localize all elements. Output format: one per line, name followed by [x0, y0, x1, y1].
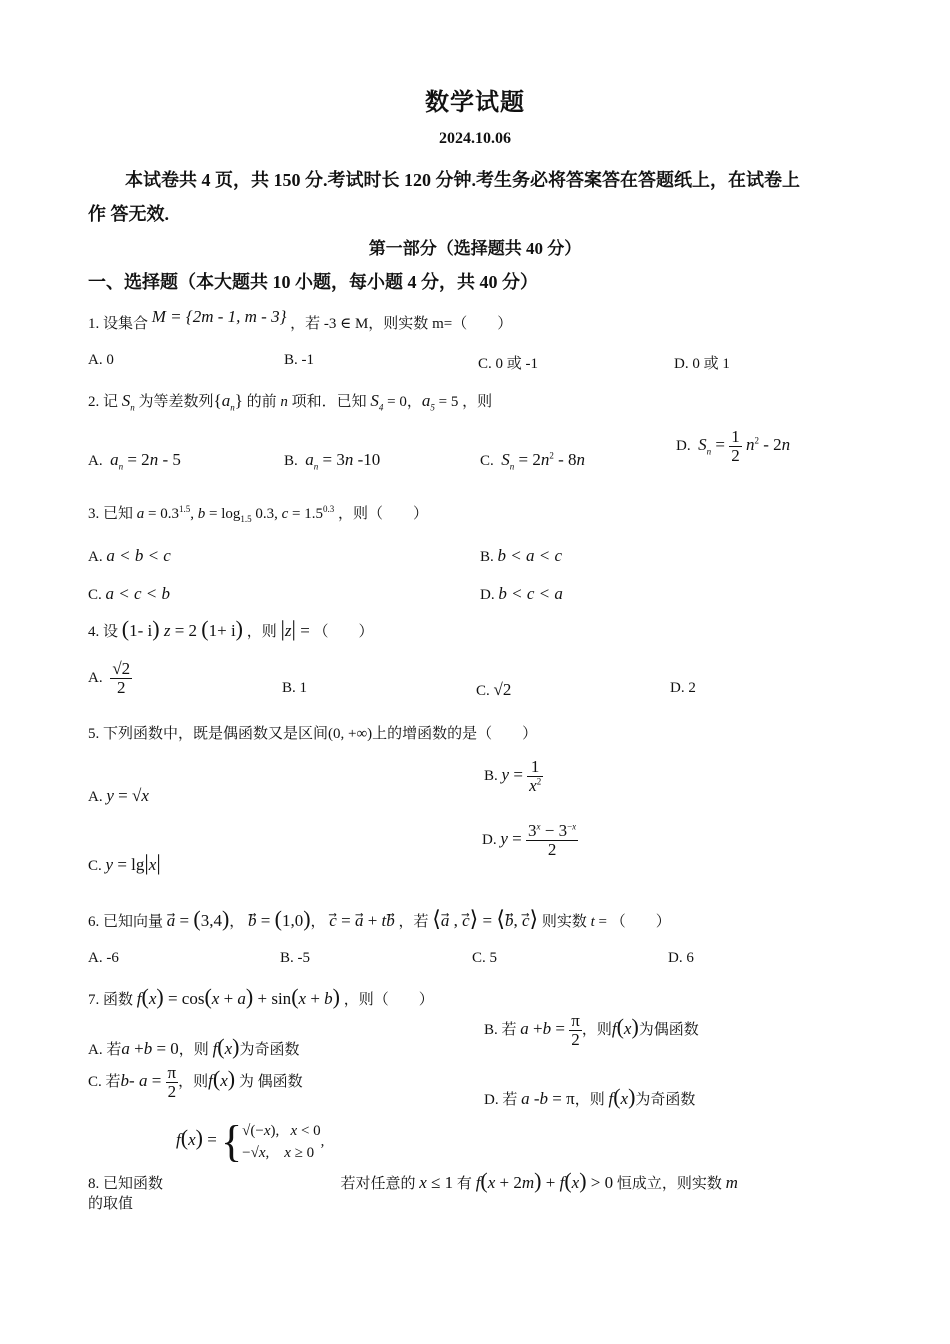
- q2-option-c: C. $S_n = 2n^2 - 8n$: [480, 450, 586, 472]
- q1-option-d: D. 0 或 1: [674, 356, 730, 372]
- q6-option-c: C. 5: [472, 950, 498, 966]
- q7-option-b: B. 若 a +b = $\frac{\pi}{2}$ ，则f(x)为偶函数: [484, 1011, 699, 1049]
- intro-line-2: 作 答无效.: [88, 204, 169, 224]
- q1-option-b: B. -1: [284, 352, 314, 368]
- q5-option-d: D. y = $\frac{3^x - 3^{-x}}{2}$: [482, 821, 577, 859]
- q7-option-a: A. 若a +b = 0，则 f(x)为奇函数: [88, 1034, 300, 1059]
- question-8: 8. 已知函数 若对任意的 x ≤ 1 有 f(x + 2m) + f(x) > 0 恒成立，则实数 m: [88, 1168, 738, 1193]
- q3-option-c: C. a < c < b: [88, 584, 171, 603]
- q3-option-d: D. b < c < a: [480, 584, 563, 603]
- q1-tail: m=（ ）: [432, 316, 513, 332]
- q4-option-b: B. 1: [282, 680, 308, 696]
- exam-date: 2024.10.06: [439, 130, 511, 147]
- q5-option-b: B. y = $\frac{1}{x^2}$: [484, 757, 542, 795]
- q6-option-a: A. -6: [88, 950, 119, 966]
- question-4: 4. 设 (1- i) z = 2 (1+ i) ，则 |z| = （ ）: [88, 616, 374, 641]
- q4-option-a: A. $\frac{√2}{2}$: [88, 659, 131, 697]
- q2-sn: $S_n$: [121, 391, 135, 413]
- question-7: 7. 函数 f(x) = cos(x + a) + sin(x + b) ，则（ ）: [88, 984, 434, 1009]
- question-3: 3. 已知 $a = 0.3^{1.5}$, $b = \log_{1.5} 0.3$, $c = 1.5^{0.3}$ ，则（ ）: [88, 504, 429, 524]
- question-5: 5. 下列函数中，既是偶函数又是区间(0, +∞)上的增函数的是（ ）: [88, 726, 538, 742]
- q5-option-c: C. y = lg|x|: [88, 850, 161, 875]
- section-heading: 一、选择题（本大题共 10 小题，每小题 4 分，共 40 分）: [88, 272, 538, 292]
- q1-option-a: A. 0: [88, 352, 114, 368]
- q4-option-c: C. √2: [476, 680, 512, 699]
- q4-option-d: D. 2: [670, 680, 696, 696]
- page-title: 数学试题: [425, 90, 525, 116]
- q1-option-c: C. 0 或 -1: [478, 356, 539, 372]
- q6-option-d: D. 6: [668, 950, 694, 966]
- question-2: 2. 记 $S_n$ 为等差数列$\{a_n\}$ 的前 n 项和．已知 $S_4 = 0$，$a_5 = 5$ ，则: [88, 391, 493, 413]
- q2-option-b: B. $a_n = 3n$ -10: [284, 450, 381, 472]
- q1-cond: ，若 -3 ∈ M，则实数: [290, 316, 429, 332]
- q8-piecewise: f(x) = {√(−x), x < 0 −√x, x ≥ 0,: [176, 1117, 325, 1166]
- q6-option-b: B. -5: [280, 950, 310, 966]
- q5-option-a: A. y = √x: [88, 786, 149, 805]
- question-1: [88, 307, 513, 333]
- q2-option-a: A. $a_n = 2n - 5$: [88, 450, 181, 472]
- q3-option-a: A. a < b < c: [88, 546, 171, 565]
- q1-lead: 1. 设集合: [88, 316, 149, 332]
- q7-option-d: D. 若 a -b = π，则 f(x)为奇函数: [484, 1084, 696, 1109]
- q3-option-b: B. b < a < c: [480, 546, 563, 565]
- q2-option-d: D. $S_n$ = $\frac{1}{2}$ $n^2 - 2n$: [676, 427, 791, 465]
- intro-line-1: 本试卷共 4 页，共 150 分.考试时长 120 分钟.考生务必将答案答在答题纸上，在试卷上: [125, 170, 800, 190]
- q1-set: M = {2m - 1, m - 3}: [151, 307, 287, 326]
- part-heading: 第一部分（选择题共 40 分）: [368, 239, 582, 258]
- q8-continuation: 的取值: [88, 1196, 134, 1212]
- question-6: 6. 已知向量 a⃗ = (3,4)， b⃗ = (1,0)， c⃗ = a⃗ + tb ，若 ⟨a⃗ , c⟩ = ⟨b⃗, c⟩ 则实数 t = （ ）: [88, 906, 671, 931]
- q7-option-c: C. 若b- a = $\frac{\pi}{2}$ ，则f(x) 为 偶函数: [88, 1063, 303, 1101]
